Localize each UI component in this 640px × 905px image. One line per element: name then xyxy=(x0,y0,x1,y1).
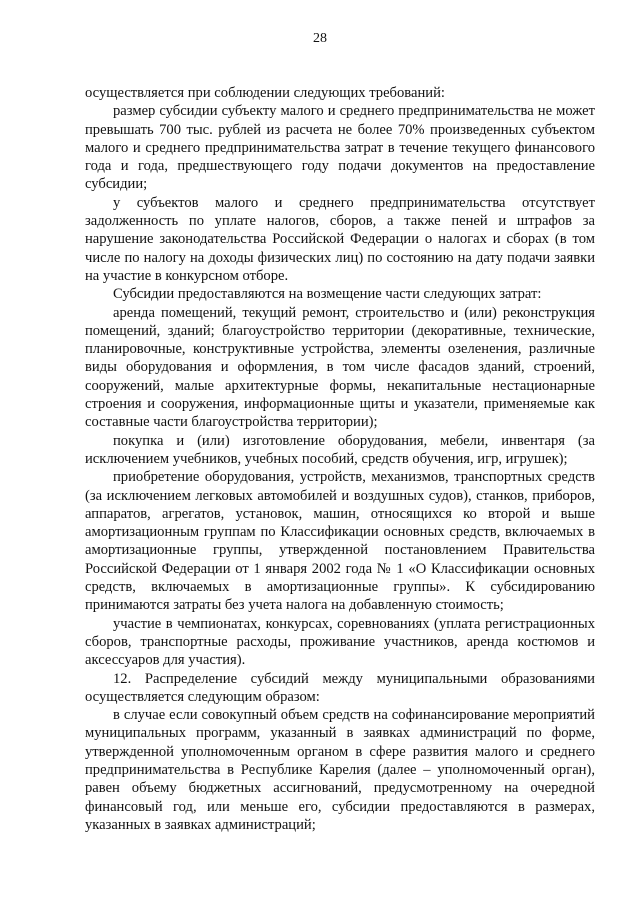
paragraph-acquisition: приобретение оборудования, устройств, механизмов, транспортных средств (за исключением легковых автомобилей и воздушных судов), станков, приборов, аппаратов, агрегатов, установок, машин, относящихся ко второй и выше амортизационным группам по Классификации основных средств, включаемых в амортизационные группы, утвержденной постановлением Правительства Российской Федерации от 1 января 2002 года № 1 «О Классификации основных средств, включаемых в амортизационные группы». К субсидированию принимаются затраты без учета налога на добавленную стоимость; xyxy=(85,469,595,614)
paragraph-subsidy-size: размер субсидии субъекту малого и среднего предпринимательства не может превышать 700 тыс. рублей из расчета не более 70% произведенных субъектом малого и среднего предпринимательства затрат в течение текущего финансового года и года, предшествующего году подачи документов на предоставление субсидии; xyxy=(85,103,595,193)
paragraph-costs-intro: Субсидии предоставляются на возмещение части следующих затрат: xyxy=(113,286,542,303)
paragraph-equipment-purchase: покупка и (или) изготовление оборудования, мебели, инвентаря (за исключением учебников, учебных пособий, средств обучения, игр, игрушек); xyxy=(85,432,595,467)
paragraph-continuation: осуществляется при соблюдении следующих требований: xyxy=(85,85,445,101)
paragraph-participation: участие в чемпионатах, конкурсах, соревнованиях (уплата регистрационных сборов, транспортные расходы, проживание участников, аренда костюмов и аксессуаров для участия). xyxy=(85,615,595,669)
paragraph-rent: аренда помещений, текущий ремонт, строительство и (или) реконструкция помещений, зданий; благоустройство территории (декоративные, технические, планировочные, конструктивные устройства, элементы озеленения, различные виды оборудования и оформления, в том числе фасадов зданий, строений, сооружений, малые архитектурные формы, некапитальные нестационарные строения и сооружения, информационные щиты и указатели, применяемые как составные части благоустройства территории); xyxy=(85,304,595,431)
page-number: 28 xyxy=(313,31,327,46)
body-text xyxy=(85,84,595,834)
paragraph-distribution: 12. Распределение субсидий между муниципальными образованиями осуществляется следующим образом: xyxy=(85,670,595,705)
paragraph-case-equal: в случае если совокупный объем средств на софинансирование мероприятий муниципальных программ, указанный в заявках администраций по форме, утвержденной уполномоченным органом в сфере развития малого и среднего предпринимательства в Республике Карелия (далее – уполномоченный орган), равен объему бюджетных ассигнований, предусмотренному на очередной финансовый год, или меньше его, субсидии предоставляются в размерах, указанных в заявках администраций; xyxy=(85,707,595,833)
paragraph-no-debt: у субъектов малого и среднего предпринимательства отсутствует задолженность по уплате налогов, сборов, а также пеней и штрафов за нарушение законодательства Российской Федерации о налогах и сборах (в том числе по налогу на доходы физических лиц) по состоянию на дату подачи заявки на участие в конкурсном отборе. xyxy=(85,194,595,284)
